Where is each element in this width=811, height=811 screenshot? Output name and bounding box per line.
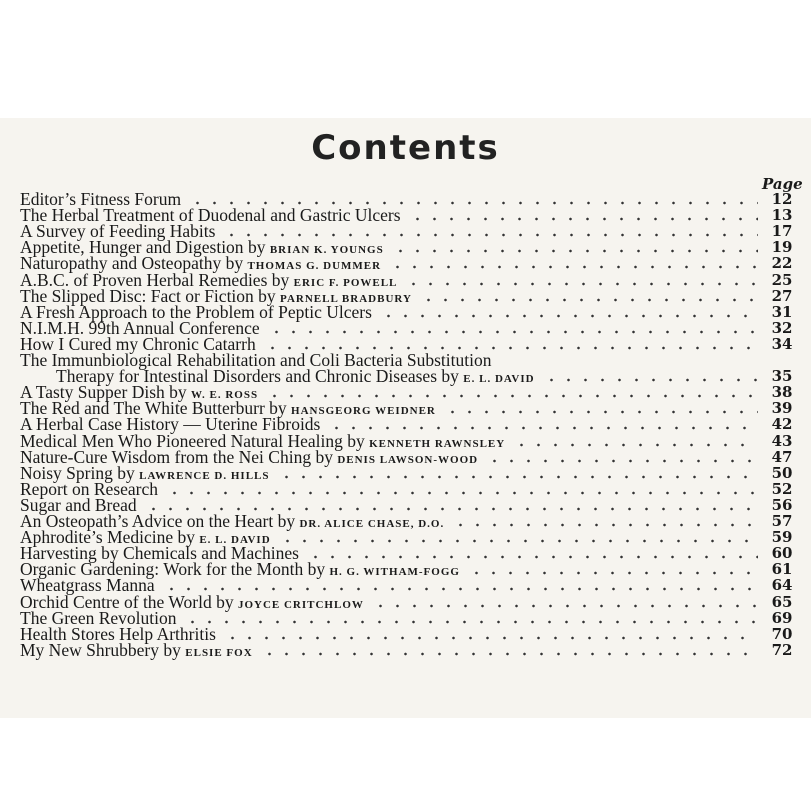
entry-by: by — [216, 591, 234, 612]
dot-leader — [543, 378, 758, 382]
entry-title: My New Shrubbery — [20, 639, 160, 660]
entry-author: LAWRENCE D. HILLS — [139, 469, 270, 482]
entry-page-number: 69 — [771, 608, 793, 627]
entry-author: BRIAN K. YOUNGS — [269, 244, 384, 257]
entry-title: The Slipped Disc: Fact or Fiction — [20, 285, 254, 306]
entry-by: by — [117, 462, 135, 483]
dot-leader — [184, 620, 758, 624]
dot-leader — [307, 555, 758, 559]
entry-title: Therapy for Intestinal Disorders and Chronic Diseases — [56, 366, 438, 387]
dot-leader — [389, 265, 758, 269]
entry-title: The Immunbiological Rehabilitation and Coli Bacteria Substitution — [20, 350, 492, 370]
entry-by: by — [269, 398, 287, 419]
dot-leader — [420, 298, 758, 302]
entry-page-number: 59 — [771, 528, 793, 547]
entry-title: Sugar and Bread — [20, 494, 137, 515]
entry-page-number: 72 — [771, 640, 793, 659]
entry-page-number: 13 — [771, 206, 793, 225]
entry-page-number: 19 — [771, 238, 793, 257]
entry-page-number: 27 — [771, 286, 793, 305]
entry-page-number: 17 — [771, 222, 793, 241]
page-column-header: Page — [762, 175, 803, 193]
entry-title: How I Cured my Chronic Catarrh — [20, 333, 256, 354]
entry-title: Nature-Cure Wisdom from the Nei Ching — [20, 446, 312, 467]
entry-by: by — [315, 446, 333, 467]
entry-page-number: 25 — [771, 270, 793, 289]
dot-leader — [468, 571, 758, 575]
dot-leader — [163, 587, 758, 591]
dot-leader — [223, 233, 758, 237]
contents-heading: Contents — [311, 128, 500, 168]
dot-leader — [405, 282, 758, 286]
entry-title: Naturopathy and Osteopathy — [20, 253, 222, 274]
entry-title: An Osteopath’s Advice on the Heart — [20, 511, 274, 531]
entry-page-number: 34 — [771, 334, 793, 353]
entry-by: by — [225, 253, 244, 274]
contents-entry — [20, 639, 806, 660]
dot-leader — [372, 604, 758, 608]
entry-page-number: 61 — [771, 560, 793, 579]
entry-page-number: 65 — [771, 592, 793, 611]
dot-leader — [279, 539, 758, 543]
entry-text — [20, 639, 253, 662]
entry-page-number: 64 — [771, 576, 793, 595]
dot-leader — [328, 426, 758, 430]
entry-page-number: 43 — [771, 431, 793, 450]
entry-author: JOYCE CRITCHLOW — [237, 598, 364, 611]
dot-leader — [452, 523, 758, 527]
entry-page-number: 22 — [771, 254, 793, 273]
entry-author: DENIS LAWSON-WOOD — [337, 453, 479, 466]
entry-author: ERIC F. POWELL — [293, 276, 398, 289]
dot-leader — [266, 394, 758, 398]
entry-author: PARNELL BRADBURY — [280, 292, 412, 305]
dot-leader — [166, 491, 758, 495]
entry-by: by — [271, 269, 290, 290]
entry-title: A.B.C. of Proven Herbal Remedies — [20, 269, 268, 290]
entry-title: The Herbal Treatment of Duodenal and Gastric Ulcers — [20, 205, 401, 226]
entry-author: HANSGEORG WEIDNER — [291, 405, 436, 418]
entry-page-number: 31 — [771, 302, 793, 321]
entry-page-number: 35 — [771, 367, 793, 386]
dot-leader — [278, 475, 758, 479]
dot-leader — [392, 249, 758, 253]
entry-author: W. E. ROSS — [191, 389, 259, 402]
entry-page-number: 38 — [771, 383, 793, 402]
dot-leader — [409, 217, 758, 221]
dot-leader — [513, 443, 758, 447]
entry-author: E. L. DAVID — [199, 534, 271, 547]
entry-title: Report on Research — [20, 478, 159, 499]
entry-page-number: 32 — [771, 318, 793, 337]
entry-title: Health Stores Help Arthritis — [20, 623, 216, 644]
entry-title: Noisy Spring — [20, 462, 113, 483]
entry-author: DR. ALICE CHASE, D.O. — [299, 518, 445, 530]
dot-leader — [268, 330, 758, 334]
entry-page-number: 56 — [771, 495, 793, 514]
entry-by: by — [177, 527, 195, 548]
dot-leader — [444, 410, 758, 414]
entry-page-number: 12 — [771, 190, 793, 208]
entry-page-number: 60 — [771, 544, 793, 563]
entry-title: Appetite, Hunger and Digestion — [20, 237, 244, 258]
contents-entry — [20, 478, 806, 499]
entry-by: by — [247, 237, 266, 258]
entry-title: A Tasty Supper Dish — [20, 382, 165, 403]
entry-title: A Survey of Feeding Habits — [20, 221, 216, 242]
entry-by: by — [258, 285, 276, 306]
entry-by: by — [347, 430, 365, 451]
entry-page-number: 50 — [771, 463, 793, 482]
entry-by: by — [277, 511, 296, 531]
entry-title: Wheatgrass Manna — [20, 575, 155, 596]
entry-page-number: 42 — [771, 415, 793, 434]
entry-author: ELSIE FOX — [185, 646, 253, 659]
entry-page-number: 47 — [771, 447, 793, 466]
entry-title: The Green Revolution — [20, 607, 177, 628]
entry-title: Editor’s Fitness Forum — [20, 189, 182, 209]
dot-leader — [261, 652, 758, 656]
entry-by: by — [307, 559, 326, 580]
entry-by: by — [441, 366, 459, 387]
dot-leader — [380, 314, 758, 318]
entry-title: Medical Men Who Pioneered Natural Healing — [20, 430, 343, 451]
entry-page-number: 57 — [771, 512, 793, 530]
entry-by: by — [163, 639, 181, 660]
entry-title: The Red and The White Butterburr — [20, 398, 265, 419]
entry-author: H. G. WITHAM-FOGG — [329, 566, 460, 579]
entry-author: THOMAS G. DUMMER — [247, 260, 382, 273]
entry-title: Organic Gardening: Work for the Month — [20, 559, 304, 580]
entry-by: by — [169, 382, 187, 403]
entry-author: E. L. DAVID — [463, 373, 535, 386]
entry-page-number: 39 — [771, 399, 793, 418]
entry-title: Harvesting by Chemicals and Machines — [20, 543, 299, 564]
dot-leader — [486, 459, 758, 463]
dot-leader — [224, 636, 758, 640]
entry-title: Orchid Centre of the World — [20, 591, 212, 612]
entry-title: A Herbal Case History — Uterine Fibroids — [20, 414, 321, 435]
entry-page-number: 70 — [771, 624, 793, 643]
entry-author: KENNETH RAWNSLEY — [369, 437, 506, 450]
entry-title: Aphrodite’s Medicine — [20, 527, 174, 548]
entry-title: A Fresh Approach to the Problem of Peptic Ulcers — [20, 301, 372, 322]
entry-page-number: 52 — [771, 479, 793, 498]
entry-title: N.I.M.H. 99th Annual Conference — [20, 317, 260, 338]
